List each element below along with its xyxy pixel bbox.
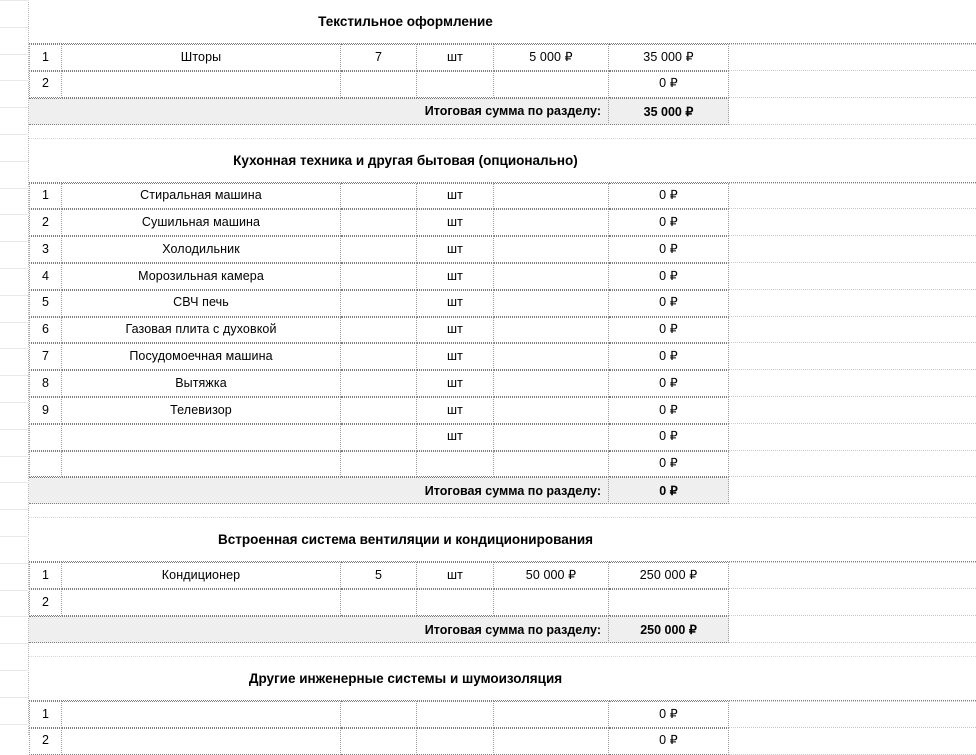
cell-unit[interactable]: шт [417, 263, 494, 290]
cell-quantity[interactable]: 7 [341, 44, 417, 71]
cell-index[interactable]: 3 [29, 236, 62, 263]
cell-index[interactable]: 2 [29, 589, 62, 616]
cell-index[interactable]: 1 [29, 44, 62, 71]
cell-index[interactable]: 1 [29, 183, 62, 210]
cell-unit[interactable]: шт [417, 424, 494, 451]
cell-index[interactable] [29, 424, 62, 451]
section-total-value[interactable]: 250 000 ₽ [609, 616, 729, 643]
cell-row-total[interactable]: 250 000 ₽ [609, 562, 729, 589]
cell-index[interactable]: 2 [29, 209, 62, 236]
section-total-label: Итоговая сумма по разделу: [29, 477, 609, 504]
cell-item-name[interactable]: Холодильник [62, 236, 341, 263]
cell-item-name[interactable]: Газовая плита с духовкой [62, 317, 341, 344]
section-total-row[interactable] [0, 477, 976, 504]
cell-unit-price[interactable] [494, 589, 609, 616]
cell-row-total[interactable]: 0 ₽ [609, 317, 729, 344]
cell-row-total[interactable]: 0 ₽ [609, 290, 729, 317]
cell-item-name[interactable]: Шторы [62, 44, 341, 71]
cell-index[interactable]: 6 [29, 317, 62, 344]
cell-spare[interactable] [729, 290, 976, 317]
gutter-row-line [0, 54, 29, 55]
gutter-row-line [0, 161, 29, 162]
cell-item-name[interactable]: Кондиционер [62, 562, 341, 589]
gutter-row-line [0, 429, 29, 430]
cell-quantity[interactable] [341, 317, 417, 344]
section-total-spare[interactable] [729, 616, 976, 643]
cell-index[interactable]: 2 [29, 728, 62, 755]
cell-unit[interactable]: шт [417, 290, 494, 317]
table-row[interactable] [0, 397, 976, 424]
cell-quantity[interactable] [341, 71, 417, 98]
section-total-spare[interactable] [729, 477, 976, 504]
section-spacer [0, 643, 976, 657]
table-row[interactable] [0, 317, 976, 344]
cell-row-total[interactable]: 0 ₽ [609, 183, 729, 210]
cell-index[interactable]: 9 [29, 397, 62, 424]
gutter-row-line [0, 107, 29, 108]
cell-spare[interactable] [729, 728, 976, 755]
gutter-row-line [0, 616, 29, 617]
cell-unit-price[interactable] [494, 317, 609, 344]
gutter-row-line [0, 697, 29, 698]
cell-item-name[interactable] [62, 701, 341, 728]
cell-unit[interactable] [417, 451, 494, 478]
table-row[interactable] [0, 424, 976, 451]
table-row[interactable] [0, 236, 976, 263]
table-row[interactable] [0, 44, 976, 71]
cell-index[interactable]: 1 [29, 562, 62, 589]
cell-quantity[interactable] [341, 370, 417, 397]
cell-row-total[interactable]: 0 ₽ [609, 71, 729, 98]
cell-index[interactable] [29, 451, 62, 478]
cell-item-name[interactable]: Телевизор [62, 397, 341, 424]
cell-item-name[interactable] [62, 451, 341, 478]
cell-quantity[interactable] [341, 701, 417, 728]
gutter-row-line [0, 134, 29, 135]
cell-unit[interactable]: шт [417, 236, 494, 263]
cell-unit-price[interactable] [494, 343, 609, 370]
gutter-row-line [0, 643, 29, 644]
cell-quantity[interactable] [341, 290, 417, 317]
cell-row-total[interactable]: 35 000 ₽ [609, 44, 729, 71]
cell-row-total[interactable]: 0 ₽ [609, 236, 729, 263]
cell-row-total[interactable]: 0 ₽ [609, 424, 729, 451]
section-total-label: Итоговая сумма по разделу: [29, 98, 609, 125]
table-row[interactable] [0, 451, 976, 478]
gutter-row-line [0, 670, 29, 671]
cell-quantity[interactable] [341, 263, 417, 290]
section-total-value[interactable]: 35 000 ₽ [609, 98, 729, 125]
cell-item-name[interactable]: Морозильная камера [62, 263, 341, 290]
gutter-row-line [0, 268, 29, 269]
cell-spare[interactable] [729, 209, 976, 236]
section-title[interactable] [29, 0, 976, 44]
cell-spare[interactable] [729, 397, 976, 424]
cell-unit[interactable]: шт [417, 397, 494, 424]
cell-unit[interactable] [417, 71, 494, 98]
table-row[interactable] [0, 263, 976, 290]
cell-item-name[interactable]: Вытяжка [62, 370, 341, 397]
cell-quantity[interactable] [341, 183, 417, 210]
cell-quantity[interactable] [341, 728, 417, 755]
cell-quantity[interactable] [341, 589, 417, 616]
cell-unit[interactable]: шт [417, 562, 494, 589]
section-title-text: Кухонная техника и другая бытовая (опционально) [233, 152, 578, 168]
cell-unit-price[interactable]: 50 000 ₽ [494, 562, 609, 589]
cell-spare[interactable] [729, 451, 976, 478]
cell-unit[interactable]: шт [417, 209, 494, 236]
cell-spare[interactable] [729, 71, 976, 98]
cell-quantity[interactable] [341, 209, 417, 236]
cell-unit-price[interactable] [494, 209, 609, 236]
gutter-row-line [0, 563, 29, 564]
table-row[interactable] [0, 209, 976, 236]
cell-unit-price[interactable] [494, 451, 609, 478]
cell-unit[interactable]: шт [417, 370, 494, 397]
cell-unit[interactable]: шт [417, 44, 494, 71]
section-total-row[interactable] [0, 98, 976, 125]
cell-unit-price[interactable] [494, 71, 609, 98]
cell-row-total[interactable] [609, 589, 729, 616]
cell-item-name[interactable]: Стиральная машина [62, 183, 341, 210]
cell-unit-price[interactable] [494, 397, 609, 424]
table-row[interactable] [0, 71, 976, 98]
cell-index[interactable]: 7 [29, 343, 62, 370]
cell-unit-price[interactable] [494, 263, 609, 290]
cell-spare[interactable] [729, 562, 976, 589]
gutter-row-line [0, 509, 29, 510]
cell-row-total[interactable]: 0 ₽ [609, 263, 729, 290]
section-title[interactable] [29, 139, 976, 183]
cell-item-name[interactable] [62, 589, 341, 616]
cell-unit-price[interactable]: 5 000 ₽ [494, 44, 609, 71]
gutter-row-line [0, 590, 29, 591]
section-total-label: Итоговая сумма по разделу: [29, 616, 609, 643]
section-total-row[interactable] [0, 616, 976, 643]
cell-item-name[interactable]: СВЧ печь [62, 290, 341, 317]
cell-index[interactable]: 5 [29, 290, 62, 317]
cell-spare[interactable] [729, 317, 976, 344]
gutter-row-line [0, 188, 29, 189]
table-row[interactable] [0, 370, 976, 397]
section-spacer [0, 504, 976, 518]
cell-spare[interactable] [729, 701, 976, 728]
cell-unit[interactable]: шт [417, 343, 494, 370]
cell-index[interactable]: 1 [29, 701, 62, 728]
table-row[interactable] [0, 701, 976, 728]
cell-unit-price[interactable] [494, 424, 609, 451]
cell-quantity[interactable] [341, 424, 417, 451]
cell-row-total[interactable]: 0 ₽ [609, 343, 729, 370]
table-row[interactable] [0, 183, 976, 210]
cell-row-total[interactable]: 0 ₽ [609, 397, 729, 424]
cell-spare[interactable] [729, 236, 976, 263]
cell-item-name[interactable] [62, 424, 341, 451]
section-title-text: Другие инженерные системы и шумоизоляция [248, 671, 563, 686]
gutter-row-line [0, 0, 29, 1]
cell-spare[interactable] [729, 370, 976, 397]
cell-spare[interactable] [729, 424, 976, 451]
cell-unit-price[interactable] [494, 236, 609, 263]
cell-spare[interactable] [729, 589, 976, 616]
cell-unit[interactable] [417, 701, 494, 728]
cell-spare[interactable] [729, 343, 976, 370]
cell-unit[interactable]: шт [417, 317, 494, 344]
cell-row-total[interactable]: 0 ₽ [609, 728, 729, 755]
gutter-row-line [0, 322, 29, 323]
cell-unit-price[interactable] [494, 370, 609, 397]
gutter-row-line [0, 348, 29, 349]
cell-spare[interactable] [729, 263, 976, 290]
cell-row-total[interactable]: 0 ₽ [609, 451, 729, 478]
gutter-row-line [0, 27, 29, 28]
row-header-gutter[interactable] [0, 0, 29, 735]
section-total-spare[interactable] [729, 98, 976, 125]
table-row[interactable] [0, 589, 976, 616]
gutter-row-line [0, 241, 29, 242]
table-row[interactable] [0, 290, 976, 317]
section-spacer [0, 125, 976, 139]
cell-index[interactable]: 8 [29, 370, 62, 397]
cell-index[interactable]: 2 [29, 71, 62, 98]
gutter-row-line [0, 536, 29, 537]
cell-unit-price[interactable] [494, 290, 609, 317]
table-row[interactable] [0, 728, 976, 755]
table-row[interactable] [0, 562, 976, 589]
gutter-row-line [0, 80, 29, 81]
gutter-row-line [0, 456, 29, 457]
cell-row-total[interactable]: 0 ₽ [609, 370, 729, 397]
cell-quantity[interactable] [341, 451, 417, 478]
section-total-value[interactable]: 0 ₽ [609, 477, 729, 504]
cell-row-total[interactable]: 0 ₽ [609, 209, 729, 236]
cell-spare[interactable] [729, 44, 976, 71]
cell-unit[interactable] [417, 728, 494, 755]
cell-quantity[interactable] [341, 236, 417, 263]
cell-unit-price[interactable] [494, 701, 609, 728]
cell-item-name[interactable] [62, 71, 341, 98]
gutter-row-line [0, 724, 29, 725]
gutter-row-line [0, 402, 29, 403]
cell-item-name[interactable]: Сушильная машина [62, 209, 341, 236]
cell-quantity[interactable] [341, 343, 417, 370]
cell-unit-price[interactable] [494, 728, 609, 755]
cell-unit[interactable] [417, 589, 494, 616]
cell-spare[interactable] [729, 183, 976, 210]
cell-quantity[interactable]: 5 [341, 562, 417, 589]
cell-row-total[interactable]: 0 ₽ [609, 701, 729, 728]
section-title-text: Встроенная система вентиляции и кондиционирования [217, 532, 594, 548]
gutter-row-line [0, 375, 29, 376]
gutter-row-line [0, 482, 29, 483]
cell-quantity[interactable] [341, 397, 417, 424]
cell-index[interactable]: 4 [29, 263, 62, 290]
section-title-text: Текстильное оформление [318, 14, 493, 29]
cell-item-name[interactable] [62, 728, 341, 755]
section-title[interactable] [29, 657, 976, 701]
table-row[interactable] [0, 343, 976, 370]
cell-unit-price[interactable] [494, 183, 609, 210]
gutter-row-line [0, 295, 29, 296]
cell-item-name[interactable]: Посудомоечная машина [62, 343, 341, 370]
section-title[interactable] [29, 518, 976, 562]
gutter-row-line [0, 214, 29, 215]
cell-unit[interactable]: шт [417, 183, 494, 210]
